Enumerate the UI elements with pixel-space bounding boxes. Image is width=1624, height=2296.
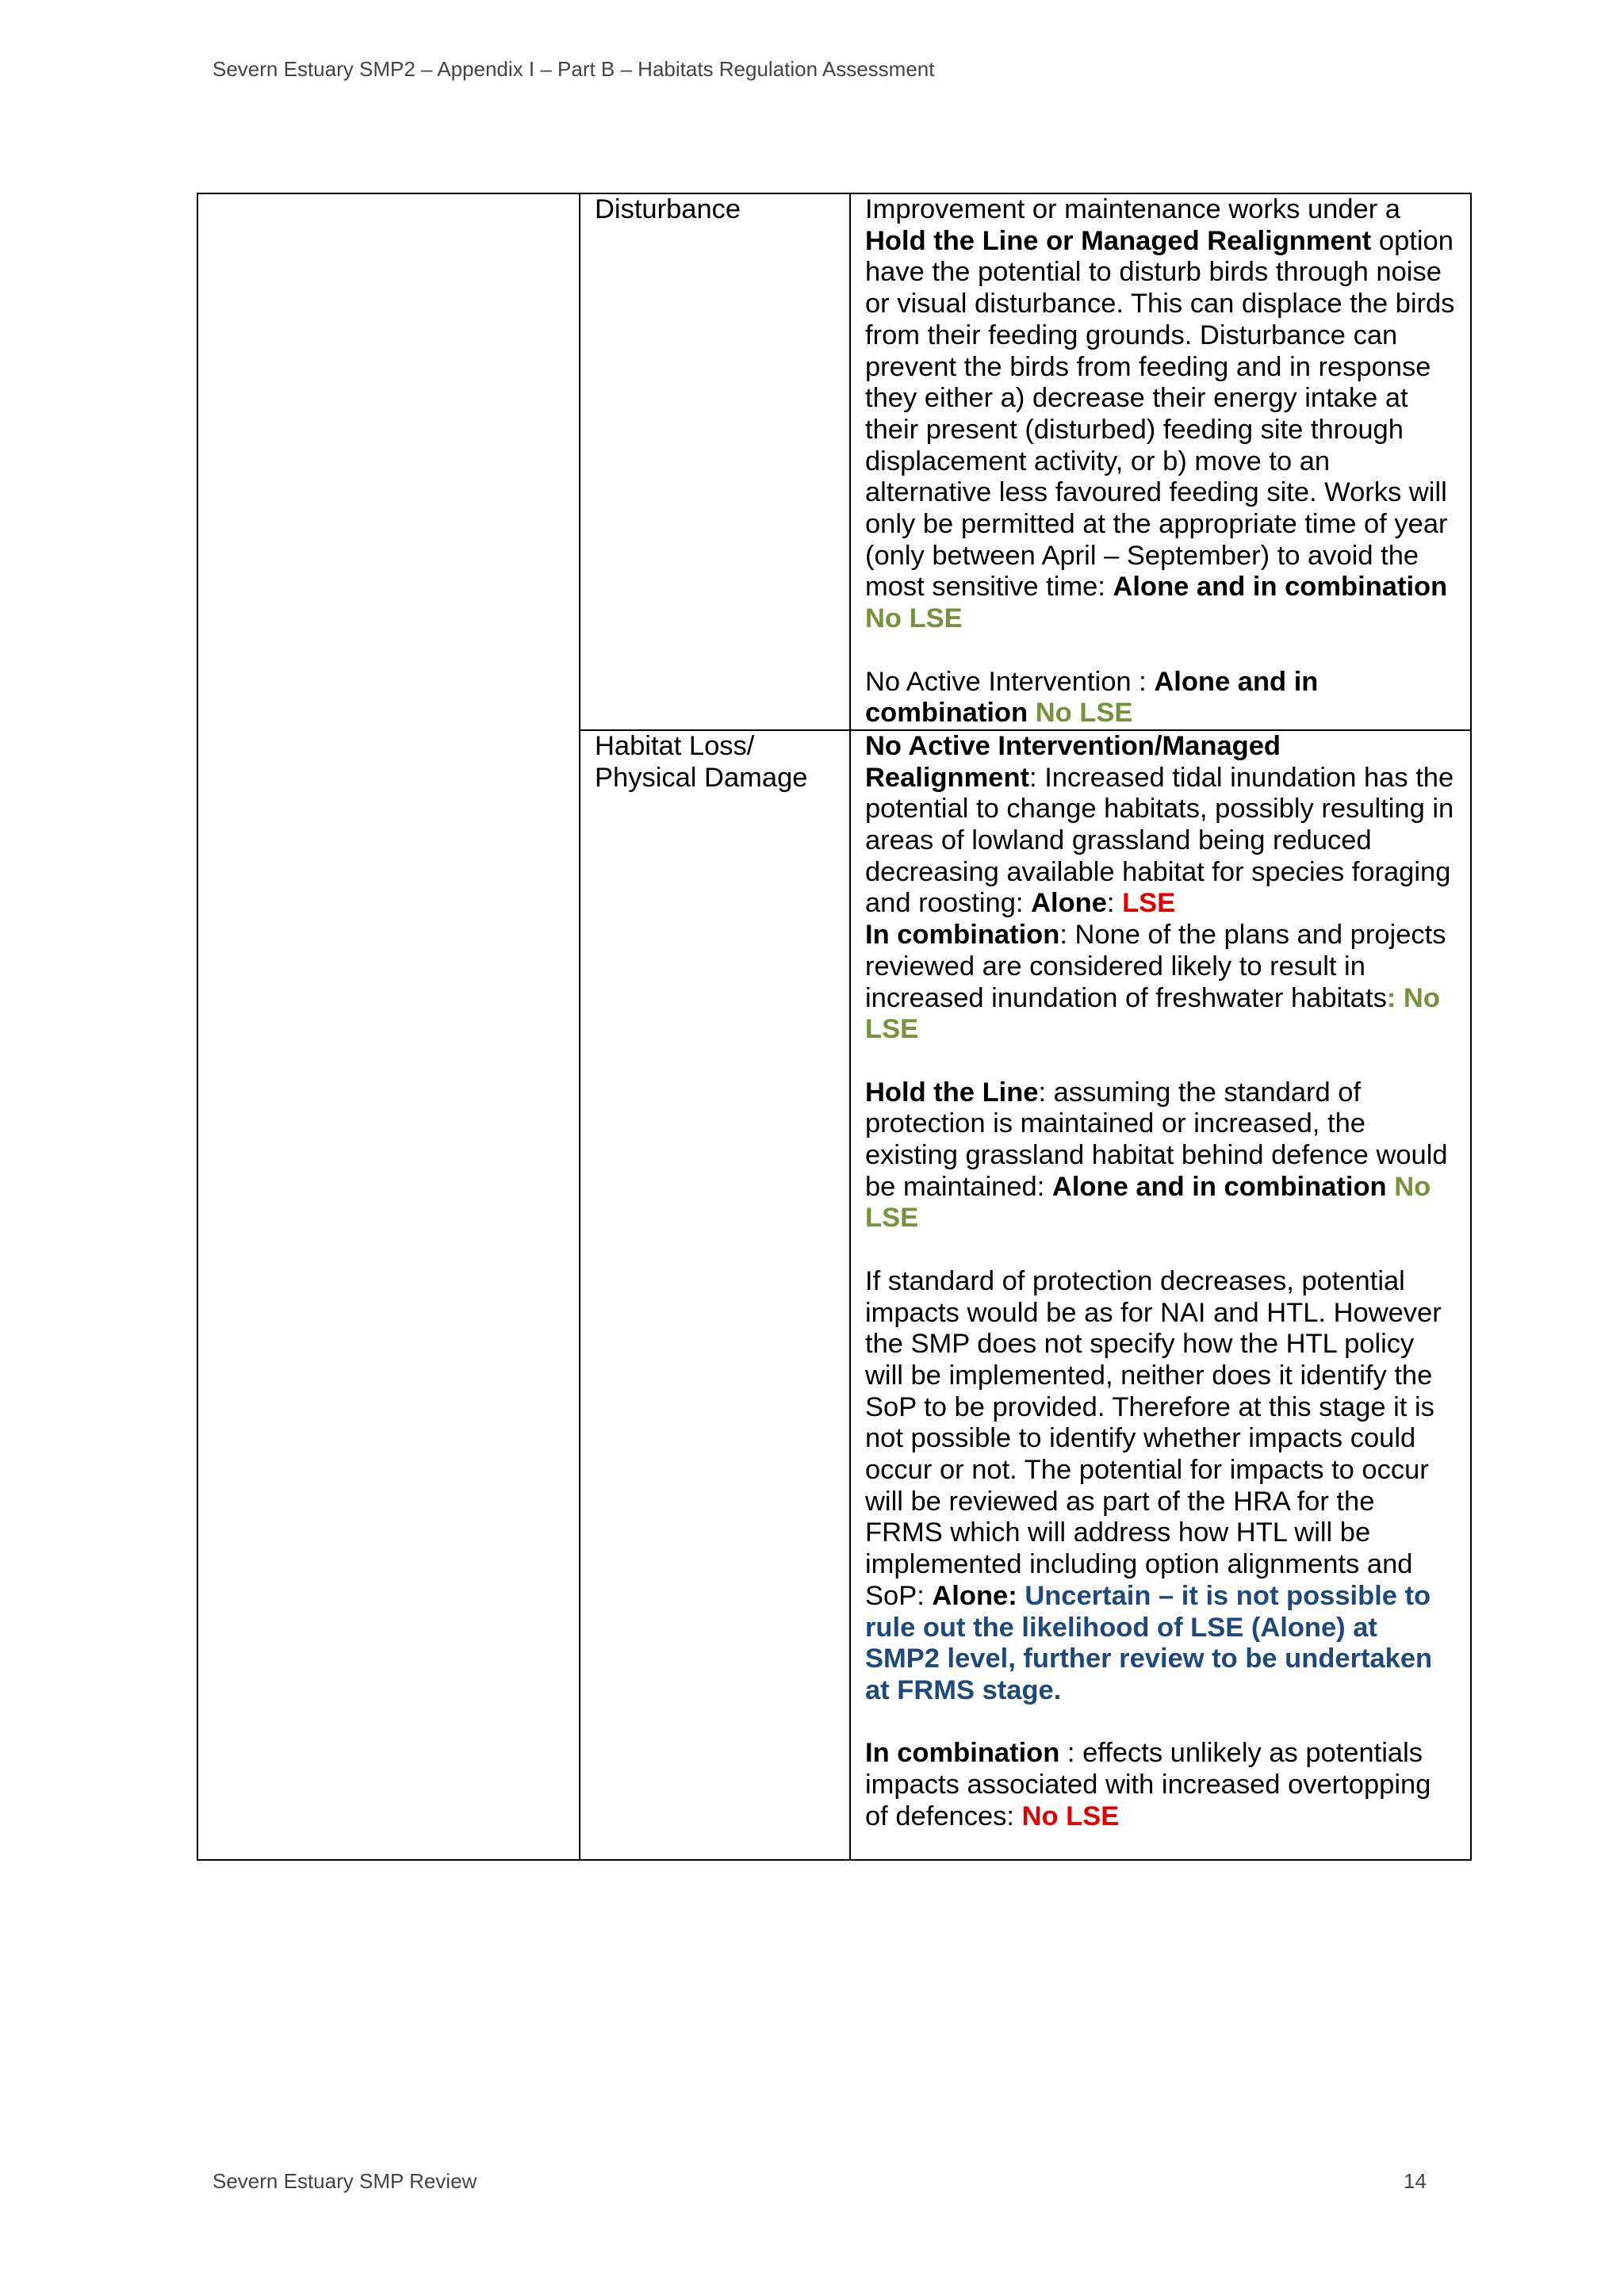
habitat-paragraph-in-combination: In combination: None of the plans and projects reviewed are considered likely to result in increased inundation of freshwater habitats: No LSE — [865, 920, 1446, 1045]
impact-cell-disturbance — [580, 193, 850, 730]
conclusion-uncertain: Uncertain – it is not possible to rule out the likelihood of LSE (Alone) at SMP2 level, further review to be undertaken at FRMS stage. — [865, 1580, 1433, 1705]
table-row-disturbance — [197, 193, 1471, 730]
habitat-paragraph-sop: If standard of protection decreases, potential impacts would be as for NAI and HTL. However the SMP does not specify how the HTL policy will be implemented, neither does it identify the SoP to be provided. Therefore at this stage it is not possible to identify whether impacts could occur or not. The potential for impacts to occur will be reviewed as part of the HRA for the FRMS which will address how HTL will be implemented including option alignments and SoP: Alone: Uncertain – it is not possible to rule out the likelihood of LSE (Alone) at SMP2 level, further review to be undertaken at FRMS stage. — [865, 1265, 1442, 1705]
assessment-cell-disturbance — [850, 193, 1471, 730]
disturbance-paragraph-works: Improvement or maintenance works under a Hold the Line or Managed Realignment option have the potential to disturb birds through noise or visual disturbance. This can displace the birds from their feeding grounds. Disturbance can prevent the birds from feeding and in response they either a) decrease their energy intake at their present (disturbed) feeding site through displacement activity, or b) move to an alternative less favoured feeding site. Works will only be permitted at the appropriate time of year (only between April – September) to avoid the most sensitive time: Alone and in combination No LSE — [865, 194, 1455, 634]
impact-cell-habitat-loss — [580, 730, 850, 1860]
conclusion-lse: LSE — [1122, 888, 1176, 919]
habitat-paragraph-htl: Hold the Line: assuming the standard of protection is maintained or increased, the existing grassland habitat behind defence would be maintained: Alone and in combination No LSE — [865, 1077, 1448, 1234]
habitat-paragraph-nai-mr: No Active Intervention/Managed Realignment: Increased tidal inundation has the potential to change habitats, possibly resulting in areas of lowland grassland being reduced decreasing available habitat for species foraging and roosting: Alone: LSE — [865, 730, 1454, 919]
running-footer: Severn Estuary SMP Review — [213, 2169, 477, 2193]
running-header: Severn Estuary SMP2 – Appendix I – Part B – Habitats Regulation Assessment — [213, 57, 935, 81]
conclusion-no-lse: No LSE — [865, 603, 963, 634]
disturbance-paragraph-nai: No Active Intervention : Alone and in combination No LSE — [865, 666, 1319, 729]
habitat-paragraph-overtopping: In combination : effects unlikely as potentials impacts associated with increased overtopping of defences: No LSE — [865, 1738, 1431, 1831]
conclusion-no-lse: No LSE — [865, 1171, 1431, 1234]
page-number: 14 — [1404, 2169, 1427, 2193]
habitat-assessment-table — [197, 193, 1472, 1861]
feature-cell — [197, 193, 580, 1860]
conclusion-no-lse-red: No LSE — [1021, 1800, 1120, 1831]
conclusion-no-lse: : No LSE — [865, 982, 1440, 1045]
conclusion-no-lse: No LSE — [1035, 698, 1133, 729]
impact-label: Physical Damage — [595, 762, 808, 793]
assessment-cell-habitat-loss — [850, 730, 1471, 1860]
impact-label: Disturbance — [595, 194, 741, 224]
impact-label: Habitat Loss/ — [595, 730, 755, 761]
